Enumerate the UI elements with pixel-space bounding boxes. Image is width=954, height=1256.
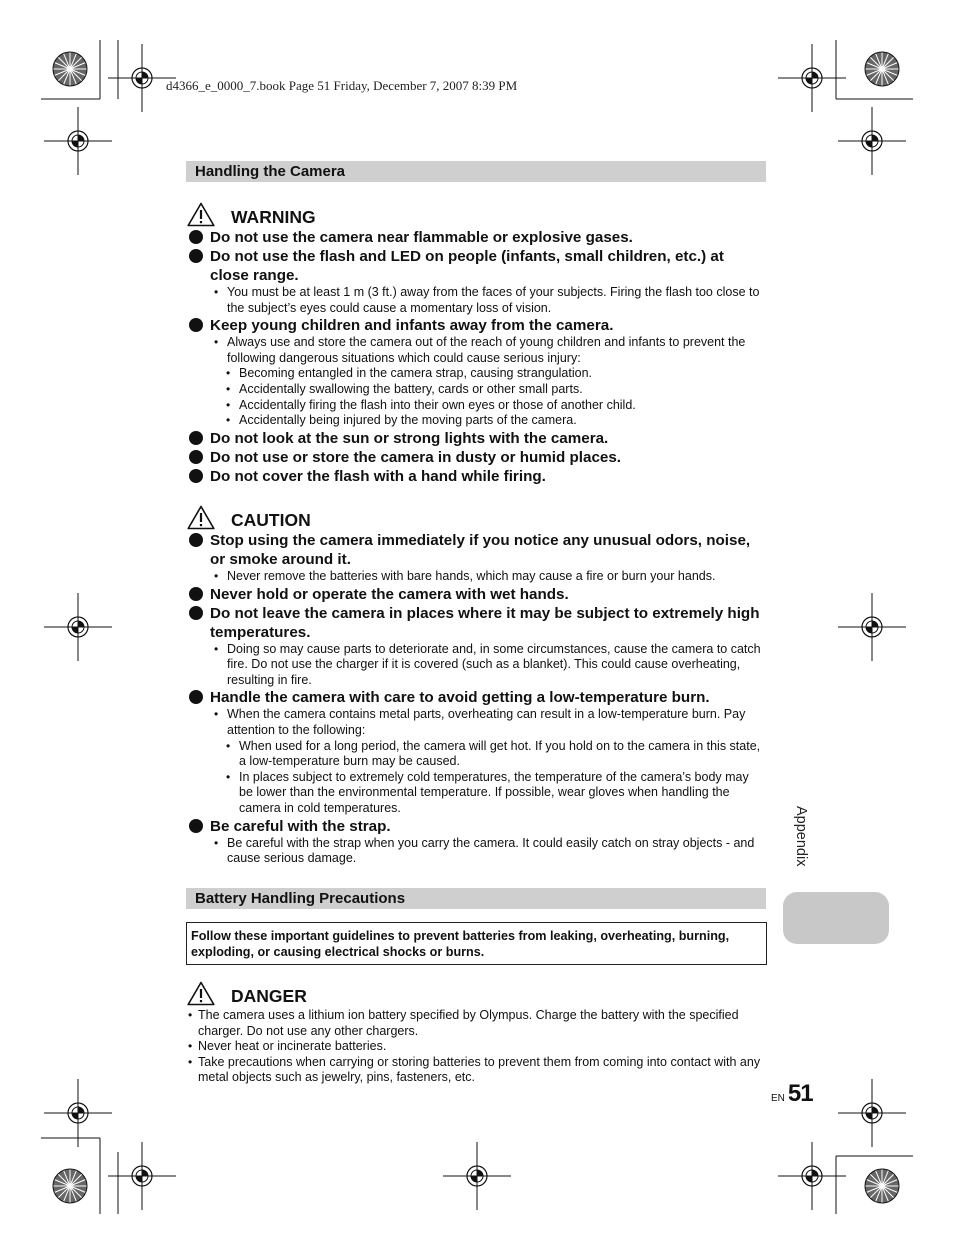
list-item: Be careful with the strap. <box>188 817 766 836</box>
list-item: Do not use the flash and LED on people (infants, small children, etc.) at close range. <box>188 247 766 285</box>
list-item: • When the camera contains metal parts, overheating can result in a low-temperature burn. Pay attention to the following: <box>188 707 766 738</box>
list-item: • Becoming entangled in the camera strap, causing strangulation. <box>188 366 766 382</box>
danger-heading <box>187 980 307 1006</box>
list-item: Do not use the camera near flammable or explosive gases. <box>188 228 766 247</box>
list-item: Do not leave the camera in places where it may be subject to extremely high temperatures. <box>188 604 766 642</box>
list-item: • Never heat or incinerate batteries. <box>188 1039 766 1055</box>
list-item: • Doing so may cause parts to deteriorate and, in some circumstances, cause the camera to catch fire. Do not use the charger if it is covered (such as a blanket). This could cause overheating, resulting in fire. <box>188 642 766 689</box>
danger-label: DANGER <box>231 986 307 1006</box>
danger-list <box>188 1008 766 1086</box>
warning-icon <box>187 202 215 227</box>
side-tab <box>783 892 889 944</box>
caution-list <box>188 531 766 867</box>
book-header: d4366_e_0000_7.book Page 51 Friday, December 7, 2007 8:39 PM <box>166 78 518 93</box>
danger-icon <box>187 981 215 1006</box>
list-item: Do not use or store the camera in dusty or humid places. <box>188 448 766 467</box>
warning-list <box>188 228 766 486</box>
section-title-handling: Handling the Camera <box>186 161 766 182</box>
caution-icon <box>187 505 215 530</box>
list-item: • Always use and store the camera out of the reach of young children and infants to prevent the following dangerous situations which could cause serious injury: <box>188 335 766 366</box>
caution-heading <box>187 504 311 530</box>
list-item: Never hold or operate the camera with wet hands. <box>188 585 766 604</box>
warning-label: WARNING <box>231 207 316 227</box>
list-item: • Accidentally firing the flash into their own eyes or those of another child. <box>188 398 766 414</box>
warning-heading <box>187 201 316 227</box>
list-item: • When used for a long period, the camera will get hot. If you hold on to the camera in this state, a low-temperature burn may be caused. <box>188 739 766 770</box>
page-language: EN <box>771 1093 785 1104</box>
caution-label: CAUTION <box>231 510 311 530</box>
list-item: • The camera uses a lithium ion battery specified by Olympus. Charge the battery with the specified charger. Do not use any other chargers. <box>188 1008 766 1039</box>
page-number <box>771 1080 813 1108</box>
list-item: • Be careful with the strap when you carry the camera. It could easily catch on stray objects - and cause serious damage. <box>188 836 766 867</box>
section-title-battery: Battery Handling Precautions <box>186 888 766 909</box>
list-item: Do not cover the flash with a hand while firing. <box>188 467 766 486</box>
list-item: • Never remove the batteries with bare hands, which may cause a fire or burn your hands. <box>188 569 766 585</box>
list-item: • Take precautions when carrying or storing batteries to prevent them from coming into contact with any metal objects such as jewelry, pins, fasteners, etc. <box>188 1055 766 1086</box>
list-item: • Accidentally being injured by the moving parts of the camera. <box>188 413 766 429</box>
list-item: Handle the camera with care to avoid getting a low-temperature burn. <box>188 688 766 707</box>
list-item: • In places subject to extremely cold temperatures, the temperature of the camera’s body may be lower than the environmental temperature. If possible, wear gloves when handling the camera in cold temperatures. <box>188 770 766 817</box>
side-tab-label: Appendix <box>793 806 809 867</box>
list-item: Do not look at the sun or strong lights with the camera. <box>188 429 766 448</box>
list-item: • You must be at least 1 m (3 ft.) away from the faces of your subjects. Firing the flash too close to the subject’s eyes could cause a momentary loss of vision. <box>188 285 766 316</box>
list-item: Keep young children and infants away from the camera. <box>188 316 766 335</box>
battery-notice: Follow these important guidelines to prevent batteries from leaking, overheating, burning, exploding, or causing electrical shocks or burns. <box>186 922 767 965</box>
list-item: • Accidentally swallowing the battery, cards or other small parts. <box>188 382 766 398</box>
list-item: Stop using the camera immediately if you notice any unusual odors, noise, or smoke around it. <box>188 531 766 569</box>
page-number-value: 51 <box>787 1080 813 1107</box>
